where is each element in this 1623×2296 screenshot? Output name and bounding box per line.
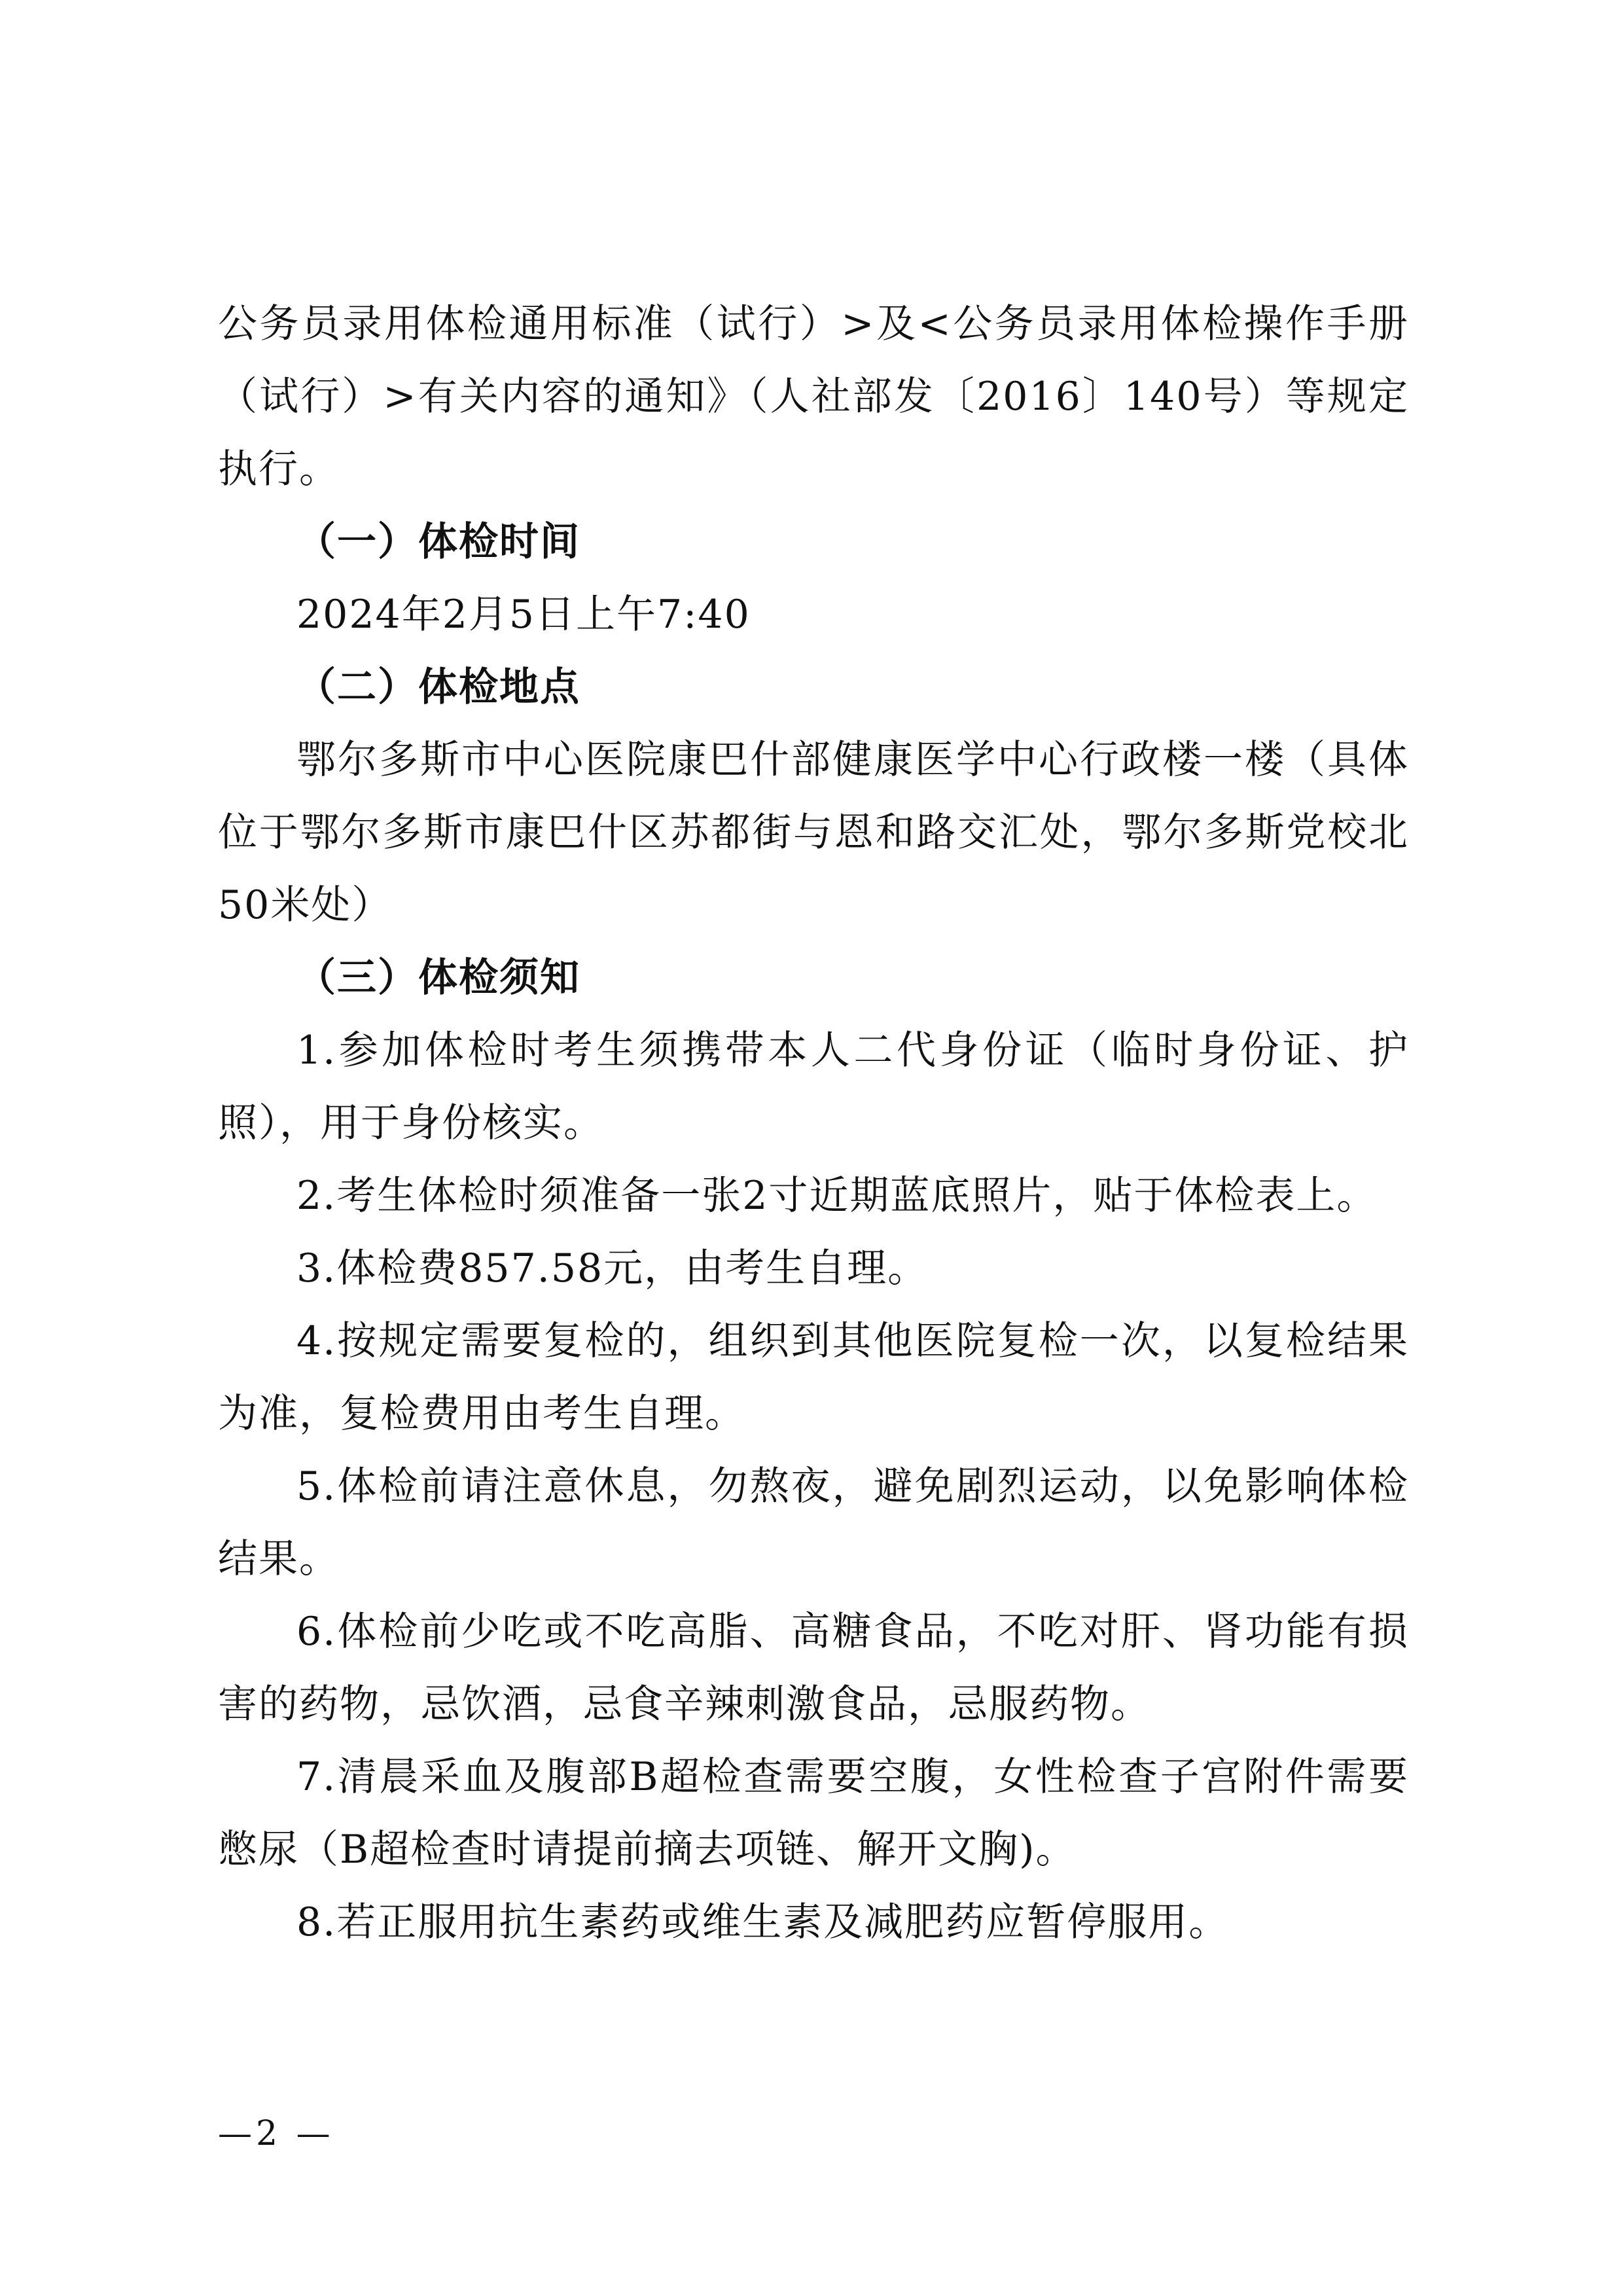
notice-item-3: 3.体检费857.58元，由考生自理。 [296,1246,929,1291]
heading-exam-notice: （三）体检须知 [296,955,580,1001]
page-number: —2 — [218,2114,334,2153]
notice-item-7: 7.清晨采血及腹部B超检查需要空腹，女性检查子宫附件需要憋尿（B超检查时请提前摘去项链、解开文胸)。 [218,1754,1409,1873]
heading-exam-location: （二）体检地点 [296,664,580,710]
document-body [218,288,1409,1959]
paragraph-exam-location: 鄂尔多斯市中心医院康巴什部健康医学中心行政楼一楼（具体位于鄂尔多斯市康巴什区苏都街与恩和路交汇处，鄂尔多斯党校北50米处） [218,737,1409,928]
paragraph-exam-time: 2024年2月5日上午7:40 [296,592,751,637]
notice-item-2: 2.考生体检时须准备一张2寸近期蓝底照片，贴于体检表上。 [296,1173,1378,1219]
heading-exam-time: （一）体检时间 [296,519,580,565]
paragraph-continuation: 公务员录用体检通用标准（试行）>及<公务员录用体检操作手册（试行）>有关内容的通知》（人社部发〔2016〕140号）等规定执行。 [218,301,1409,492]
notice-item-4: 4.按规定需要复检的，组织到其他医院复检一次，以复检结果为准，复检费用由考生自理。 [218,1318,1409,1437]
notice-item-6: 6.体检前少吃或不吃高脂、高糖食品，不吃对肝、肾功能有损害的药物，忌饮酒，忌食辛辣刺激食品，忌服药物。 [218,1609,1409,1727]
notice-item-8: 8.若正服用抗生素药或维生素及减肥药应暂停服用。 [296,1899,1230,1945]
notice-item-5: 5.体检前请注意休息，勿熬夜，避免剧烈运动，以免影响体检结果。 [218,1463,1409,1582]
notice-item-1: 1.参加体检时考生须携带本人二代身份证（临时身份证、护照），用于身份核实。 [218,1028,1409,1146]
